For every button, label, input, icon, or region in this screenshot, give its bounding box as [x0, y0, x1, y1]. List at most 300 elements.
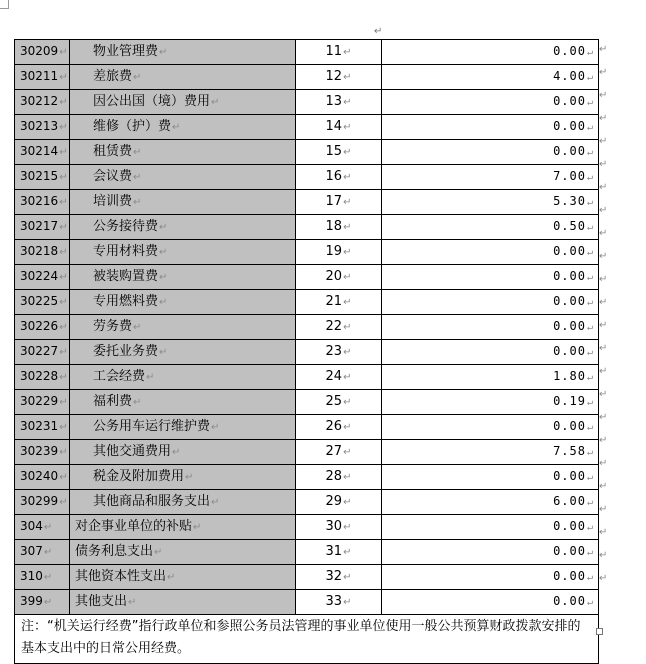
line-number-cell[interactable] [296, 90, 382, 115]
line-number-cell[interactable] [296, 65, 382, 90]
line-number: 19 [325, 243, 343, 259]
amount-value: 0.00 [553, 244, 586, 258]
line-number: 23 [325, 343, 343, 359]
expense-name-cell[interactable] [70, 590, 296, 615]
cell-end-mark-icon: ↵ [59, 397, 68, 408]
account-code-cell[interactable] [15, 340, 70, 365]
row-end-mark-icon: ↵ [599, 458, 608, 469]
line-number: 18 [325, 218, 343, 234]
cell-end-mark-icon: ↵ [343, 396, 352, 408]
table-row [15, 440, 599, 465]
amount-value: 0.00 [553, 344, 586, 358]
amount-value: 0.00 [553, 294, 586, 308]
cell-end-mark-icon: ↵ [586, 572, 594, 583]
line-number: 20 [325, 268, 343, 284]
line-number: 17 [325, 193, 343, 209]
cell-end-mark-icon: ↵ [586, 222, 594, 233]
amount-cell[interactable] [382, 590, 599, 615]
account-code-cell[interactable] [15, 540, 70, 565]
cell-end-mark-icon: ↵ [343, 71, 352, 83]
expense-name: 会议费 [93, 168, 133, 184]
cell-end-mark-icon: ↵ [59, 472, 68, 483]
row-end-mark-icon: ↵ [599, 297, 608, 308]
cell-end-mark-icon: ↵ [59, 422, 68, 433]
amount-value: 0.00 [553, 419, 586, 433]
cell-end-mark-icon: ↵ [343, 321, 352, 333]
expense-name: 租赁费 [93, 143, 133, 159]
expense-name: 专用材料费 [93, 243, 159, 259]
row-end-mark-icon: ↵ [599, 366, 608, 377]
expense-name: 公务用车运行维护费 [93, 418, 211, 434]
expense-name: 工会经费 [93, 368, 146, 384]
row-end-mark-icon: ↵ [599, 67, 608, 78]
account-code-cell[interactable] [15, 265, 70, 290]
account-code-cell[interactable] [15, 465, 70, 490]
account-code: 30231 [20, 419, 59, 433]
account-code-cell[interactable] [15, 415, 70, 440]
amount-value: 0.00 [553, 519, 586, 533]
amount-cell[interactable] [382, 565, 599, 590]
line-number: 29 [325, 493, 343, 509]
cell-end-mark-icon: ↵ [343, 346, 352, 358]
amount-value: 0.00 [553, 544, 586, 558]
account-code: 30226 [20, 319, 59, 333]
account-code-cell[interactable] [15, 565, 70, 590]
line-number: 16 [325, 168, 343, 184]
cell-end-mark-icon: ↵ [185, 471, 194, 483]
line-number-cell[interactable] [296, 540, 382, 565]
cell-end-mark-icon: ↵ [586, 597, 594, 608]
line-number-cell[interactable] [296, 565, 382, 590]
cell-end-mark-icon: ↵ [586, 47, 594, 58]
cell-end-mark-icon: ↵ [154, 546, 163, 558]
cell-end-mark-icon: ↵ [59, 372, 68, 383]
row-end-mark-icon: ↵ [599, 504, 608, 515]
cell-end-mark-icon: ↵ [43, 597, 53, 608]
amount-value: 0.00 [553, 144, 586, 158]
cell-end-mark-icon: ↵ [343, 496, 352, 508]
row-end-mark-icon: ↵ [599, 481, 608, 492]
expense-name-cell[interactable] [70, 215, 296, 240]
account-code: 30227 [20, 344, 59, 358]
amount-value: 0.00 [553, 44, 586, 58]
table-row [15, 40, 599, 65]
line-number-cell[interactable] [296, 490, 382, 515]
paragraph-mark-icon: ↵ [374, 26, 383, 37]
amount-value: 0.00 [553, 569, 586, 583]
line-number: 21 [325, 293, 343, 309]
table-row [15, 490, 599, 515]
line-number: 27 [325, 443, 343, 459]
expense-name-cell[interactable] [70, 40, 296, 65]
row-end-mark-icon: ↵ [599, 90, 608, 101]
cell-end-mark-icon: ↵ [59, 197, 68, 208]
cell-end-mark-icon: ↵ [59, 222, 68, 233]
amount-cell[interactable] [382, 415, 599, 440]
row-end-mark-icon: ↵ [599, 274, 608, 285]
account-code-cell[interactable] [15, 90, 70, 115]
account-code: 30239 [20, 444, 59, 458]
account-code-cell[interactable] [15, 590, 70, 615]
line-number-cell[interactable] [296, 215, 382, 240]
amount-value: 0.00 [553, 469, 586, 483]
account-code-cell[interactable] [15, 165, 70, 190]
amount-cell[interactable] [382, 290, 599, 315]
table-row [15, 215, 599, 240]
amount-value: 5.30 [553, 194, 586, 208]
account-code-cell[interactable] [15, 390, 70, 415]
expense-name-cell[interactable] [70, 190, 296, 215]
cell-end-mark-icon: ↵ [133, 146, 142, 158]
cell-end-mark-icon: ↵ [586, 522, 594, 533]
account-code: 30209 [20, 44, 59, 58]
table-row [15, 90, 599, 115]
cell-end-mark-icon: ↵ [586, 322, 594, 333]
cell-end-mark-icon: ↵ [343, 571, 352, 583]
cell-end-mark-icon: ↵ [343, 46, 352, 58]
cell-end-mark-icon: ↵ [59, 322, 68, 333]
table-end-mark [596, 628, 603, 635]
cell-end-mark-icon: ↵ [159, 46, 168, 58]
amount-cell[interactable] [382, 140, 599, 165]
amount-cell[interactable] [382, 215, 599, 240]
table-row [15, 390, 599, 415]
expense-name-cell[interactable] [70, 490, 296, 515]
cell-end-mark-icon: ↵ [586, 122, 594, 133]
row-end-mark-icon: ↵ [599, 136, 608, 147]
account-code-cell[interactable] [15, 290, 70, 315]
line-number-cell[interactable] [296, 165, 382, 190]
cell-end-mark-icon: ↵ [343, 446, 352, 458]
table-row [15, 315, 599, 340]
account-code: 30214 [20, 144, 59, 158]
cell-end-mark-icon: ↵ [43, 572, 53, 583]
line-number-cell[interactable] [296, 315, 382, 340]
table-row [15, 165, 599, 190]
expense-name-cell[interactable] [70, 90, 296, 115]
row-end-mark-icon: ↵ [599, 573, 608, 584]
amount-cell[interactable] [382, 265, 599, 290]
expense-name-cell[interactable] [70, 565, 296, 590]
line-number: 25 [325, 393, 343, 409]
amount-cell[interactable] [382, 190, 599, 215]
account-code-cell[interactable] [15, 40, 70, 65]
account-code: 30228 [20, 369, 59, 383]
expense-name-cell[interactable] [70, 265, 296, 290]
cell-end-mark-icon: ↵ [133, 396, 142, 408]
account-code: 30229 [20, 394, 59, 408]
line-number-cell[interactable] [296, 115, 382, 140]
line-number-cell[interactable] [296, 240, 382, 265]
expense-name: 委托业务费 [93, 343, 159, 359]
cell-end-mark-icon: ↵ [59, 122, 68, 133]
expense-name: 其他资本性支出 [75, 568, 167, 584]
table-row [15, 290, 599, 315]
cell-end-mark-icon: ↵ [211, 421, 220, 433]
expense-name-cell[interactable] [70, 390, 296, 415]
expense-name-cell[interactable] [70, 540, 296, 565]
cell-end-mark-icon: ↵ [586, 297, 594, 308]
note-text: 注：“机关运行经费”指行政单位和参照公务员法管理的事业单位使用一般公共预算财政拨款安排的基本支出中的日常公用经费。 [15, 615, 599, 664]
expense-name-cell[interactable] [70, 165, 296, 190]
cell-end-mark-icon: ↵ [586, 172, 594, 183]
account-code-cell[interactable] [15, 190, 70, 215]
account-code: 307 [20, 544, 43, 558]
account-code: 30224 [20, 269, 59, 283]
amount-cell[interactable] [382, 165, 599, 190]
table-row [15, 515, 599, 540]
cell-end-mark-icon: ↵ [133, 321, 142, 333]
expense-name-cell[interactable] [70, 65, 296, 90]
table-row [15, 190, 599, 215]
row-end-mark-icon: ↵ [599, 389, 608, 400]
expense-name: 被装购置费 [93, 268, 159, 284]
line-number: 22 [325, 318, 343, 334]
row-end-mark-icon: ↵ [599, 435, 608, 446]
cell-end-mark-icon: ↵ [343, 121, 352, 133]
expense-name: 其他支出 [75, 593, 128, 609]
cell-end-mark-icon: ↵ [59, 97, 68, 108]
account-code: 310 [20, 569, 43, 583]
cell-end-mark-icon: ↵ [59, 172, 68, 183]
expense-name-cell[interactable] [70, 440, 296, 465]
account-code-cell[interactable] [15, 115, 70, 140]
cell-end-mark-icon: ↵ [343, 296, 352, 308]
expense-name-cell[interactable] [70, 515, 296, 540]
cell-end-mark-icon: ↵ [343, 146, 352, 158]
cell-end-mark-icon: ↵ [59, 147, 68, 158]
expense-name: 福利费 [93, 393, 133, 409]
expense-name: 债务利息支出 [75, 543, 154, 559]
amount-value: 4.00 [553, 69, 586, 83]
account-code-cell[interactable] [15, 65, 70, 90]
line-number-cell[interactable] [296, 390, 382, 415]
account-code-cell[interactable] [15, 440, 70, 465]
line-number-cell[interactable] [296, 190, 382, 215]
expense-name-cell[interactable] [70, 340, 296, 365]
row-end-mark-icon: ↵ [599, 412, 608, 423]
cell-end-mark-icon: ↵ [586, 272, 594, 283]
line-number: 33 [325, 593, 343, 609]
cell-end-mark-icon: ↵ [43, 547, 53, 558]
table-row [15, 140, 599, 165]
cell-end-mark-icon: ↵ [586, 97, 594, 108]
account-code: 30211 [20, 69, 59, 83]
amount-cell[interactable] [382, 440, 599, 465]
line-number: 24 [325, 368, 343, 384]
cell-end-mark-icon: ↵ [211, 96, 220, 108]
row-end-mark-icon: ↵ [599, 527, 608, 538]
cell-end-mark-icon: ↵ [59, 72, 68, 83]
line-number: 15 [325, 143, 343, 159]
expense-name: 税金及附加费用 [93, 468, 185, 484]
cell-end-mark-icon: ↵ [59, 347, 68, 358]
cell-end-mark-icon: ↵ [343, 371, 352, 383]
line-number-cell[interactable] [296, 340, 382, 365]
line-number-cell[interactable] [296, 365, 382, 390]
account-code-cell[interactable] [15, 315, 70, 340]
line-number: 13 [325, 93, 343, 109]
account-code-cell[interactable] [15, 515, 70, 540]
account-code-cell[interactable] [15, 490, 70, 515]
account-code-cell[interactable] [15, 140, 70, 165]
table-row [15, 590, 599, 615]
cell-end-mark-icon: ↵ [343, 96, 352, 108]
line-number-cell[interactable] [296, 290, 382, 315]
line-number-cell[interactable] [296, 140, 382, 165]
expense-table-body [15, 40, 599, 615]
cell-end-mark-icon: ↵ [343, 471, 352, 483]
cell-end-mark-icon: ↵ [167, 571, 176, 583]
line-number-cell[interactable] [296, 590, 382, 615]
cell-end-mark-icon: ↵ [159, 346, 168, 358]
amount-cell[interactable] [382, 40, 599, 65]
cell-end-mark-icon: ↵ [343, 271, 352, 283]
page-corner-mark [0, 0, 9, 9]
line-number: 28 [325, 468, 343, 484]
line-number-cell[interactable] [296, 40, 382, 65]
amount-value: 1.80 [553, 369, 586, 383]
cell-end-mark-icon: ↵ [59, 247, 68, 258]
account-code: 30218 [20, 244, 59, 258]
amount-cell[interactable] [382, 240, 599, 265]
cell-end-mark-icon: ↵ [343, 171, 352, 183]
cell-end-mark-icon: ↵ [586, 247, 594, 258]
cell-end-mark-icon: ↵ [159, 246, 168, 258]
account-code-cell[interactable] [15, 365, 70, 390]
row-end-mark-icon: ↵ [599, 228, 608, 239]
cell-end-mark-icon: ↵ [133, 171, 142, 183]
table-row [15, 540, 599, 565]
expense-name: 劳务费 [93, 318, 133, 334]
cell-end-mark-icon: ↵ [59, 447, 68, 458]
amount-cell[interactable] [382, 315, 599, 340]
amount-cell[interactable] [382, 365, 599, 390]
account-code: 304 [20, 519, 43, 533]
cell-end-mark-icon: ↵ [43, 522, 53, 533]
cell-end-mark-icon: ↵ [343, 596, 352, 608]
amount-cell[interactable] [382, 515, 599, 540]
account-code-cell[interactable] [15, 215, 70, 240]
row-end-mark-icon: ↵ [599, 320, 608, 331]
row-end-mark-icon: ↵ [599, 44, 608, 55]
expense-name-cell[interactable] [70, 315, 296, 340]
expense-name-cell[interactable] [70, 115, 296, 140]
amount-cell[interactable] [382, 115, 599, 140]
cell-end-mark-icon: ↵ [159, 296, 168, 308]
expense-name: 对企事业单位的补贴 [75, 518, 193, 534]
expense-name: 维修（护）费 [93, 118, 172, 134]
cell-end-mark-icon: ↵ [586, 197, 594, 208]
note-row [15, 615, 599, 664]
line-number: 12 [325, 68, 343, 84]
amount-cell[interactable] [382, 65, 599, 90]
cell-end-mark-icon: ↵ [159, 271, 168, 283]
expense-name-cell[interactable] [70, 240, 296, 265]
expense-name-cell[interactable] [70, 290, 296, 315]
expense-name: 物业管理费 [93, 43, 159, 59]
cell-end-mark-icon: ↵ [343, 546, 352, 558]
amount-value: 7.58 [553, 444, 586, 458]
cell-end-mark-icon: ↵ [586, 472, 594, 483]
table-row [15, 265, 599, 290]
cell-end-mark-icon: ↵ [586, 547, 594, 558]
line-number: 32 [325, 568, 343, 584]
amount-cell[interactable] [382, 490, 599, 515]
account-code: 30225 [20, 294, 59, 308]
amount-value: 0.00 [553, 119, 586, 133]
line-number-cell[interactable] [296, 515, 382, 540]
expense-name-cell[interactable] [70, 140, 296, 165]
line-number-cell[interactable] [296, 440, 382, 465]
line-number: 11 [325, 43, 343, 59]
account-code: 30215 [20, 169, 59, 183]
expense-name: 因公出国（境）费用 [93, 93, 211, 109]
line-number: 26 [325, 418, 343, 434]
expense-name-cell[interactable] [70, 365, 296, 390]
cell-end-mark-icon: ↵ [133, 196, 142, 208]
table-row [15, 115, 599, 140]
cell-end-mark-icon: ↵ [586, 422, 594, 433]
amount-value: 6.00 [553, 494, 586, 508]
cell-end-mark-icon: ↵ [193, 521, 202, 533]
line-number-cell[interactable] [296, 415, 382, 440]
expense-name: 其他商品和服务支出 [93, 493, 211, 509]
amount-value: 0.50 [553, 219, 586, 233]
amount-value: 0.19 [553, 394, 586, 408]
amount-cell[interactable] [382, 540, 599, 565]
account-code: 30240 [20, 469, 59, 483]
row-end-mark-icon: ↵ [599, 251, 608, 262]
line-number-cell[interactable] [296, 265, 382, 290]
amount-value: 7.00 [553, 169, 586, 183]
cell-end-mark-icon: ↵ [59, 272, 68, 283]
cell-end-mark-icon: ↵ [133, 71, 142, 83]
amount-cell[interactable] [382, 390, 599, 415]
table-row [15, 65, 599, 90]
account-code: 30216 [20, 194, 59, 208]
amount-cell[interactable] [382, 465, 599, 490]
table-row [15, 340, 599, 365]
cell-end-mark-icon: ↵ [586, 347, 594, 358]
account-code-cell[interactable] [15, 240, 70, 265]
row-end-mark-icon: ↵ [599, 159, 608, 170]
account-code: 30213 [20, 119, 59, 133]
account-code: 399 [20, 594, 43, 608]
expense-name-cell[interactable] [70, 465, 296, 490]
amount-cell[interactable] [382, 90, 599, 115]
expense-name-cell[interactable] [70, 415, 296, 440]
cell-end-mark-icon: ↵ [128, 596, 137, 608]
expense-name: 其他交通费用 [93, 443, 172, 459]
cell-end-mark-icon: ↵ [59, 497, 68, 508]
table-row [15, 465, 599, 490]
amount-cell[interactable] [382, 340, 599, 365]
account-code: 30217 [20, 219, 59, 233]
expense-name: 培训费 [93, 193, 133, 209]
cell-end-mark-icon: ↵ [586, 447, 594, 458]
line-number-cell[interactable] [296, 465, 382, 490]
cell-end-mark-icon: ↵ [343, 521, 352, 533]
table-row [15, 565, 599, 590]
expense-name: 公务接待费 [93, 218, 159, 234]
cell-end-mark-icon: ↵ [211, 496, 220, 508]
line-number: 30 [325, 518, 343, 534]
expense-table [14, 39, 599, 664]
account-code: 30212 [20, 94, 59, 108]
row-end-mark-icon: ↵ [599, 550, 608, 561]
cell-end-mark-icon: ↵ [343, 196, 352, 208]
